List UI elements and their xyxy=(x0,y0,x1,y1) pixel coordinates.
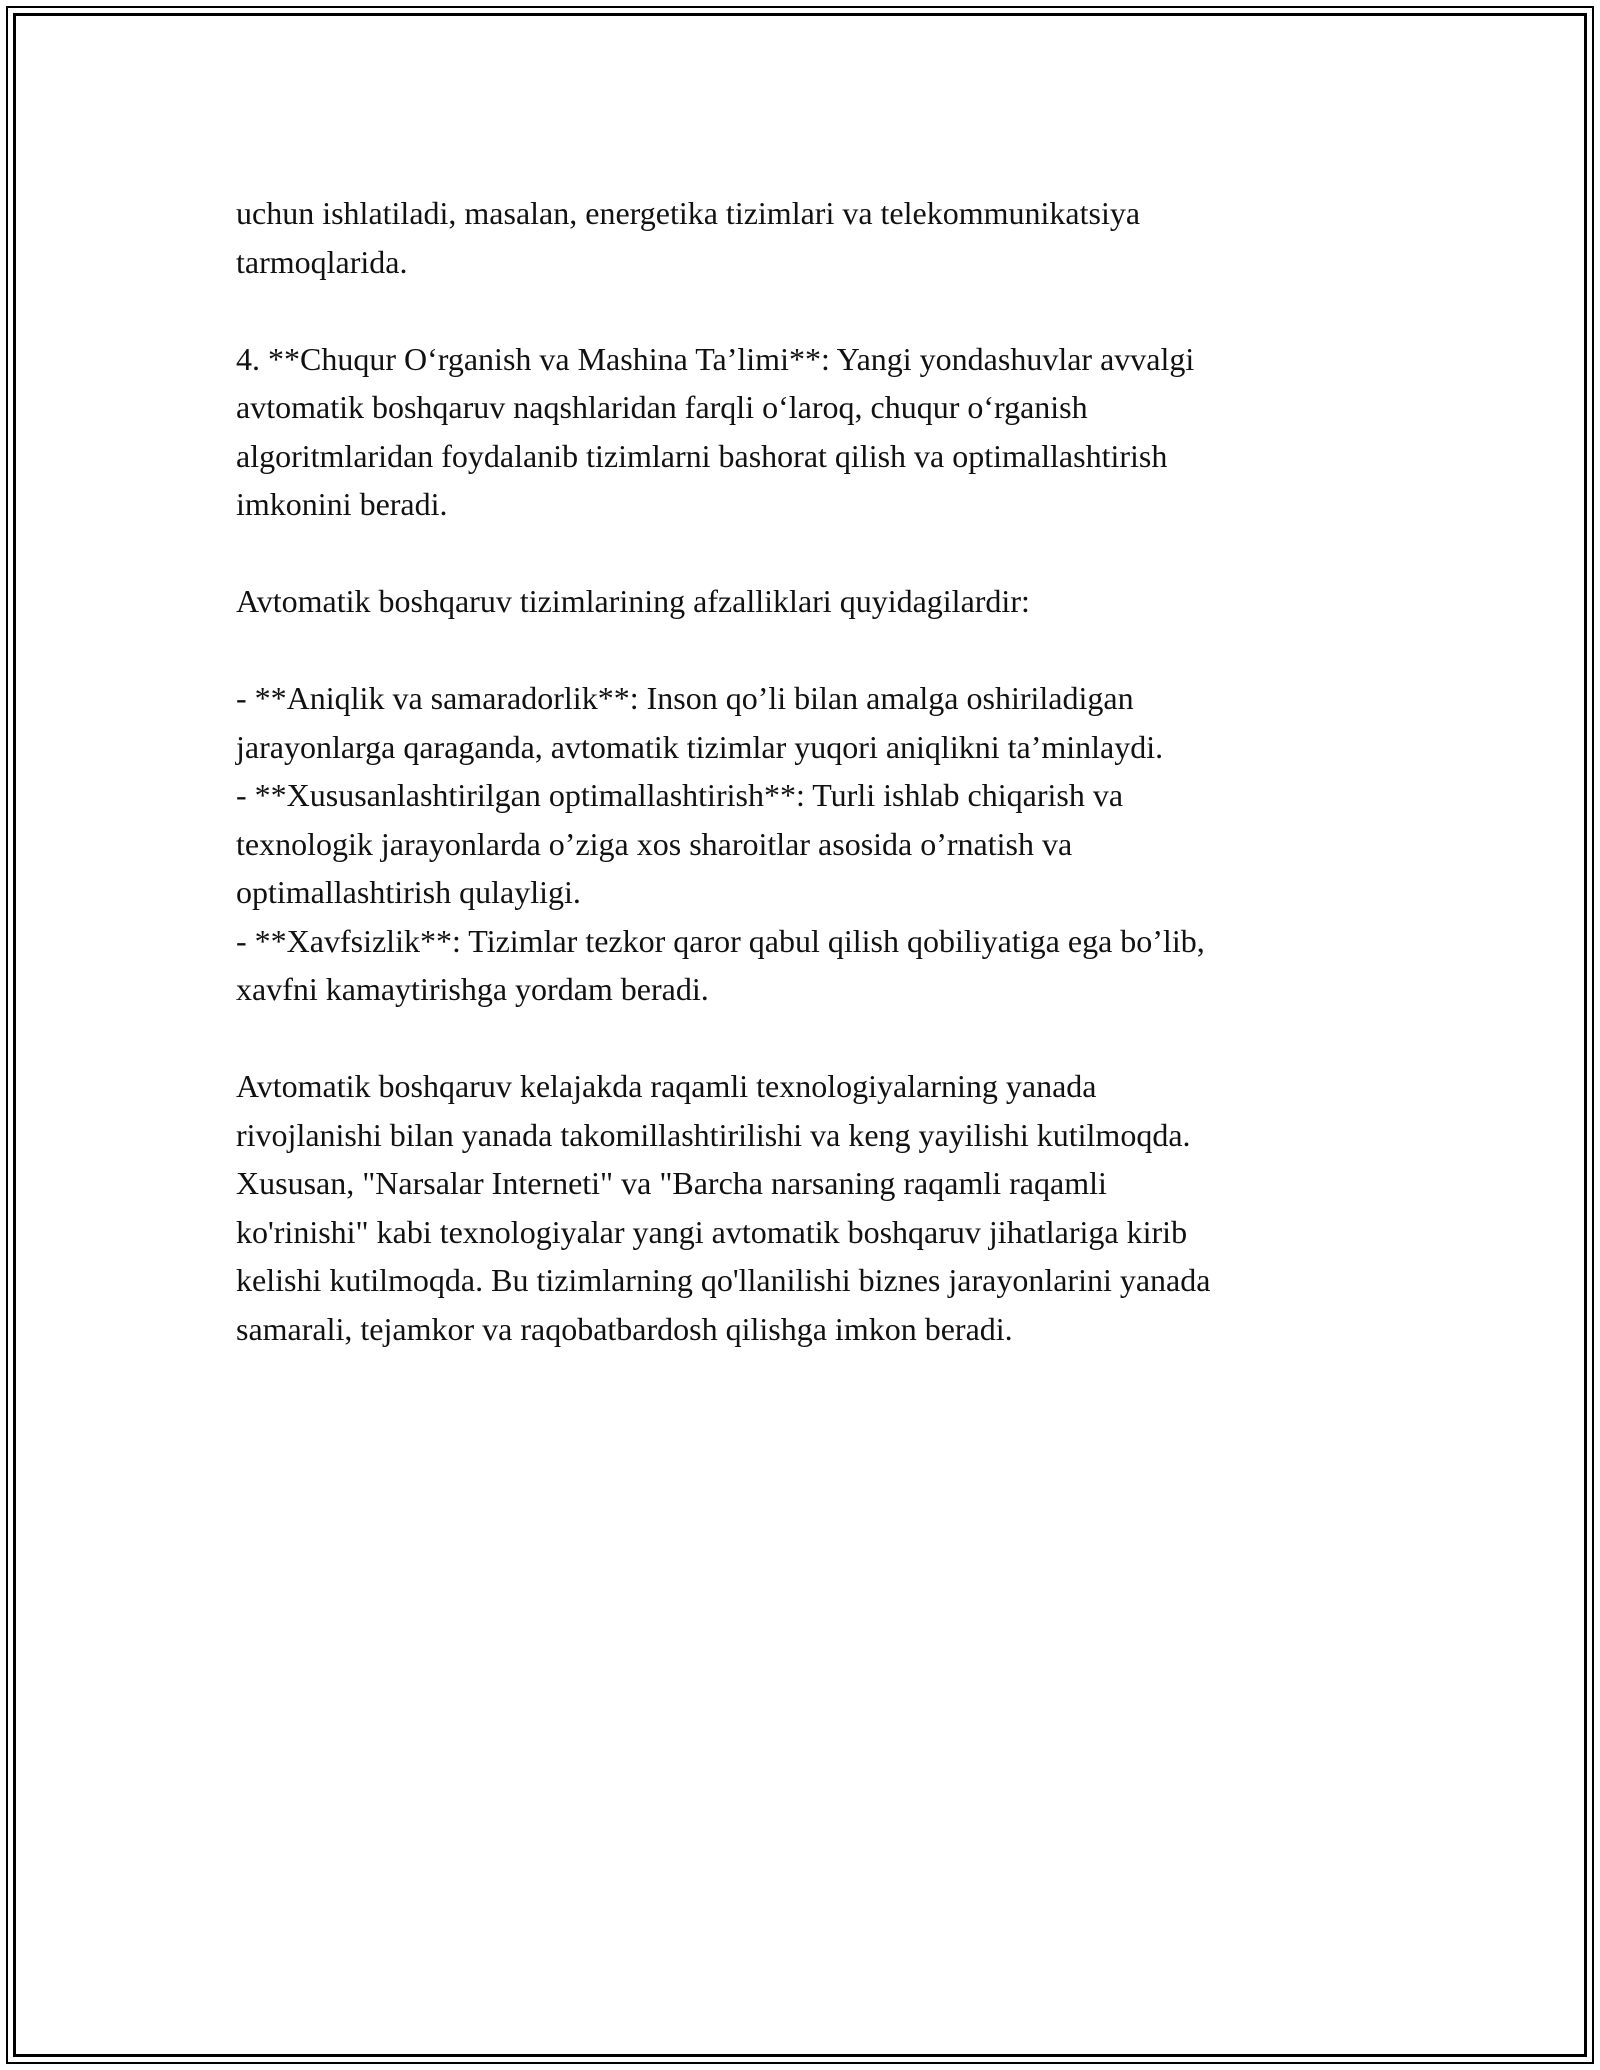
paragraph-continuation xyxy=(236,189,1386,286)
text-line: Avtomatik boshqaruv kelajakda raqamli texnologiyalarning yanada xyxy=(236,1068,1097,1104)
paragraph-conclusion xyxy=(236,1062,1386,1353)
text-line: texnologik jarayonlarda o’ziga xos sharoitlar asosida o’rnatish va xyxy=(236,825,1073,862)
text-line: rivojlanishi bilan yanada takomillashtirilishi va keng yayilishi kutilmoqda. xyxy=(236,1116,1191,1153)
list-item: - **Xususanlashtirilgan optimallashtirish**: Turli ishlab chiqarish va xyxy=(236,777,1124,813)
list-item: - **Xavfsizlik**: Tizimlar tezkor qaror qabul qilish qobiliyatiga ega bo’lib, xyxy=(236,922,1205,959)
advantages-list xyxy=(236,674,1386,1014)
text-line: uchun ishlatiladi, masalan, energetika tizimlari va telekommunikatsiya xyxy=(236,195,1141,231)
paragraph-item-4 xyxy=(236,335,1386,529)
list-item: - **Aniqlik va samaradorlik**: Inson qo’li bilan amalga oshiriladigan xyxy=(236,680,1134,716)
text-line: imkonini beradi. xyxy=(236,486,448,522)
text-line: kelishi kutilmoqda. Bu tizimlarning qo'llanilishi biznes jarayonlarini yanada xyxy=(236,1262,1211,1298)
text-line: ko'rinishi" kabi texnologiyalar yangi avtomatik boshqaruv jihatlariga kirib xyxy=(236,1213,1188,1250)
text-line: Xususan, "Narsalar Interneti" va "Barcha narsaning raqamli raqamli xyxy=(236,1165,1107,1201)
text-line: samarali, tejamkor va raqobatbardosh qilishga imkon beradi. xyxy=(236,1310,1013,1347)
paragraph-advantages-intro xyxy=(236,577,1386,626)
document-body xyxy=(236,189,1386,1353)
text-line: avtomatik boshqaruv naqshlaridan farqli o‘laroq, chuqur o‘rganish xyxy=(236,389,1088,425)
text-line: 4. **Chuqur O‘rganish va Mashina Ta’limi**: Yangi yondashuvlar avvalgi xyxy=(236,340,1195,377)
text-line: algoritmlaridan foydalanib tizimlarni bashorat qilish va optimallashtirish xyxy=(236,437,1168,474)
text-line: tarmoqlarida. xyxy=(236,243,408,280)
text-line: jarayonlarga qaraganda, avtomatik tizimlar yuqori aniqlikni ta’minlaydi. xyxy=(236,728,1164,765)
text-line: Avtomatik boshqaruv tizimlarining afzalliklari quyidagilardir: xyxy=(236,583,1030,619)
text-line: optimallashtirish qulayligi. xyxy=(236,874,581,910)
text-line: xavfni kamaytirishga yordam beradi. xyxy=(236,971,709,1007)
